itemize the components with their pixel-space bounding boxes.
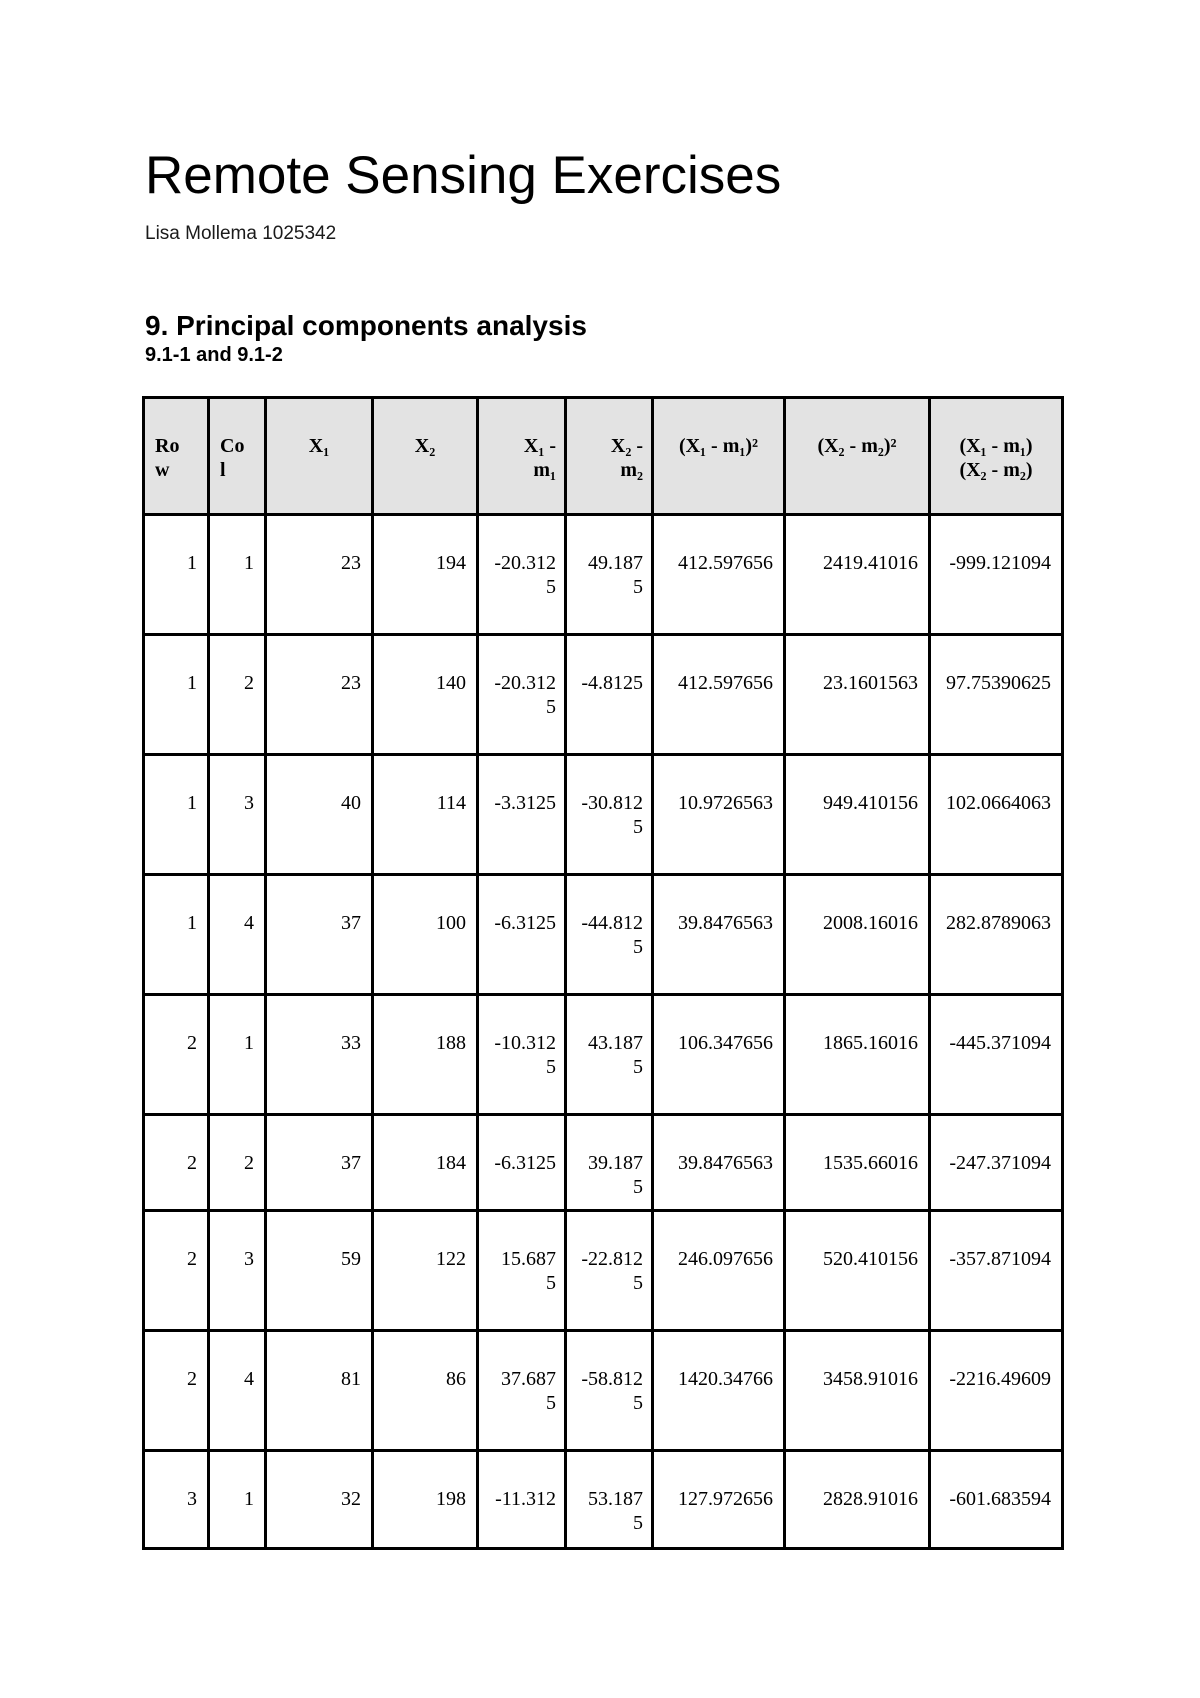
cell-x2-deviation-squared: 2828.91016: [785, 1451, 930, 1549]
cell-x2-deviation-squared: 2419.41016: [785, 515, 930, 635]
cell-row: 2: [144, 1115, 209, 1211]
table-row: [144, 515, 1063, 635]
cell-x1-deviation-value: 15.6875: [501, 1248, 556, 1294]
cell-col: 4: [209, 1331, 266, 1451]
cell-x2-deviation-value: -30.8125: [581, 792, 643, 838]
cell-x2-deviation-value: -22.8125: [581, 1248, 643, 1294]
cell-x2-deviation: [566, 1211, 653, 1331]
cell-x1: 59: [266, 1211, 373, 1331]
cell-x2-deviation-squared: 2008.16016: [785, 875, 930, 995]
cell-x2: 86: [373, 1331, 478, 1451]
column-header-x2-deviation-squared: (X₂ - m₂)²: [785, 398, 930, 515]
cell-x1: 37: [266, 1115, 373, 1211]
cell-x2: 114: [373, 755, 478, 875]
cell-x1-deviation-squared: 246.097656: [653, 1211, 785, 1331]
column-header-x2-deviation: [566, 398, 653, 515]
cell-col: 3: [209, 755, 266, 875]
cell-x2-deviation: [566, 1115, 653, 1211]
cell-x2-deviation-value: 39.1875: [588, 1152, 643, 1198]
cell-col: 3: [209, 1211, 266, 1331]
table-row: [144, 755, 1063, 875]
cell-deviation-product: -999.121094: [930, 515, 1063, 635]
cell-col: 1: [209, 515, 266, 635]
cell-x2-deviation-value: -4.8125: [581, 672, 643, 694]
cell-x2-deviation: [566, 1451, 653, 1549]
cell-col: 2: [209, 1115, 266, 1211]
cell-x2-deviation: [566, 1331, 653, 1451]
cell-row: 3: [144, 1451, 209, 1549]
table-row: [144, 875, 1063, 995]
column-header-x1-deviation: [478, 398, 566, 515]
column-header-deviation-product: [930, 398, 1063, 515]
cell-row: 1: [144, 875, 209, 995]
column-header-deviation-product-label: (X₁ - m₁)(X₂ - m₂): [959, 435, 1033, 481]
cell-x1: 33: [266, 995, 373, 1115]
cell-x1-deviation: [478, 755, 566, 875]
table-row: [144, 1115, 1063, 1211]
cell-x1-deviation: [478, 1211, 566, 1331]
cell-x1-deviation: [478, 995, 566, 1115]
subsection-heading: 9.1-1 and 9.1-2: [145, 344, 283, 366]
cell-row: 1: [144, 635, 209, 755]
cell-x2-deviation-value: -44.8125: [581, 912, 643, 958]
table-header: [144, 398, 1063, 515]
cell-x1-deviation-value: -11.312: [495, 1488, 556, 1510]
table-body: [144, 515, 1063, 1549]
cell-x2-deviation: [566, 635, 653, 755]
cell-row: 2: [144, 1331, 209, 1451]
cell-x2-deviation-value: 43.1875: [588, 1032, 643, 1078]
cell-x1-deviation: [478, 1331, 566, 1451]
cell-x2: 140: [373, 635, 478, 755]
cell-deviation-product: -2216.49609: [930, 1331, 1063, 1451]
document-title: Remote Sensing Exercises: [145, 146, 782, 205]
cell-x2: 198: [373, 1451, 478, 1549]
cell-row: 1: [144, 755, 209, 875]
cell-deviation-product: -357.871094: [930, 1211, 1063, 1331]
cell-x1-deviation: [478, 1451, 566, 1549]
cell-x1-deviation: [478, 515, 566, 635]
table-row: [144, 1331, 1063, 1451]
cell-x1: 32: [266, 1451, 373, 1549]
cell-x1-deviation-squared: 412.597656: [653, 515, 785, 635]
cell-col: 4: [209, 875, 266, 995]
cell-x1-deviation-value: 37.6875: [501, 1368, 556, 1414]
column-header-col-label: Col: [220, 435, 245, 481]
column-header-x1: X₁: [266, 398, 373, 515]
cell-x1-deviation-squared: 106.347656: [653, 995, 785, 1115]
section-heading: 9. Principal components analysis: [145, 310, 587, 341]
table-row: [144, 995, 1063, 1115]
cell-x2-deviation-squared: 520.410156: [785, 1211, 930, 1331]
cell-x1-deviation-squared: 127.972656: [653, 1451, 785, 1549]
table-row: [144, 1451, 1063, 1549]
cell-x1: 37: [266, 875, 373, 995]
cell-x2-deviation-squared: 3458.91016: [785, 1331, 930, 1451]
table-row: [144, 1211, 1063, 1331]
cell-x2-deviation-squared: 1865.16016: [785, 995, 930, 1115]
cell-x1: 40: [266, 755, 373, 875]
table-header-row: [144, 398, 1063, 515]
pca-table: [142, 396, 1064, 1550]
cell-x2: 194: [373, 515, 478, 635]
cell-x2-deviation: [566, 995, 653, 1115]
cell-col: 1: [209, 1451, 266, 1549]
column-header-x1-deviation-label: X₁ - m₁: [523, 435, 556, 481]
cell-x1-deviation-squared: 1420.34766: [653, 1331, 785, 1451]
cell-deviation-product: 102.0664063: [930, 755, 1063, 875]
cell-row: 2: [144, 1211, 209, 1331]
cell-x1-deviation: [478, 635, 566, 755]
cell-x2-deviation: [566, 515, 653, 635]
cell-deviation-product: 282.8789063: [930, 875, 1063, 995]
cell-col: 2: [209, 635, 266, 755]
table-row: [144, 635, 1063, 755]
cell-x1: 81: [266, 1331, 373, 1451]
cell-x2-deviation: [566, 755, 653, 875]
cell-deviation-product: -445.371094: [930, 995, 1063, 1115]
cell-deviation-product: 97.75390625: [930, 635, 1063, 755]
cell-x1-deviation-squared: 412.597656: [653, 635, 785, 755]
cell-row: 1: [144, 515, 209, 635]
cell-x2-deviation-squared: 1535.66016: [785, 1115, 930, 1211]
cell-x1-deviation-value: -20.3125: [494, 552, 556, 598]
cell-x2: 188: [373, 995, 478, 1115]
cell-x2: 184: [373, 1115, 478, 1211]
cell-x1-deviation-value: -10.3125: [494, 1032, 556, 1078]
cell-x1-deviation-squared: 10.9726563: [653, 755, 785, 875]
cell-x2-deviation-squared: 949.410156: [785, 755, 930, 875]
cell-x2: 100: [373, 875, 478, 995]
cell-col: 1: [209, 995, 266, 1115]
column-header-row: [144, 398, 209, 515]
column-header-x2: X₂: [373, 398, 478, 515]
cell-x1-deviation: [478, 1115, 566, 1211]
cell-x1-deviation-squared: 39.8476563: [653, 1115, 785, 1211]
cell-x2-deviation-squared: 23.1601563: [785, 635, 930, 755]
cell-x2-deviation: [566, 875, 653, 995]
cell-x2: 122: [373, 1211, 478, 1331]
cell-x1: 23: [266, 515, 373, 635]
cell-x1-deviation-value: -6.3125: [494, 1152, 556, 1174]
cell-x2-deviation-value: 53.1875: [588, 1488, 643, 1534]
cell-x2-deviation-value: 49.1875: [588, 552, 643, 598]
column-header-x1-deviation-squared: (X₁ - m₁)²: [653, 398, 785, 515]
column-header-row-label: Row: [155, 435, 180, 481]
column-header-col: [209, 398, 266, 515]
cell-row: 2: [144, 995, 209, 1115]
cell-x1-deviation-value: -6.3125: [494, 912, 556, 934]
cell-x2-deviation-value: -58.8125: [581, 1368, 643, 1414]
cell-deviation-product: -247.371094: [930, 1115, 1063, 1211]
cell-x1-deviation: [478, 875, 566, 995]
cell-x1-deviation-squared: 39.8476563: [653, 875, 785, 995]
column-header-x2-deviation-label: X₂ - m₂: [610, 435, 643, 481]
cell-deviation-product: -601.683594: [930, 1451, 1063, 1549]
cell-x1-deviation-value: -20.3125: [494, 672, 556, 718]
cell-x1-deviation-value: -3.3125: [494, 792, 556, 814]
author-line: Lisa Mollema 1025342: [145, 223, 337, 244]
cell-x1: 23: [266, 635, 373, 755]
